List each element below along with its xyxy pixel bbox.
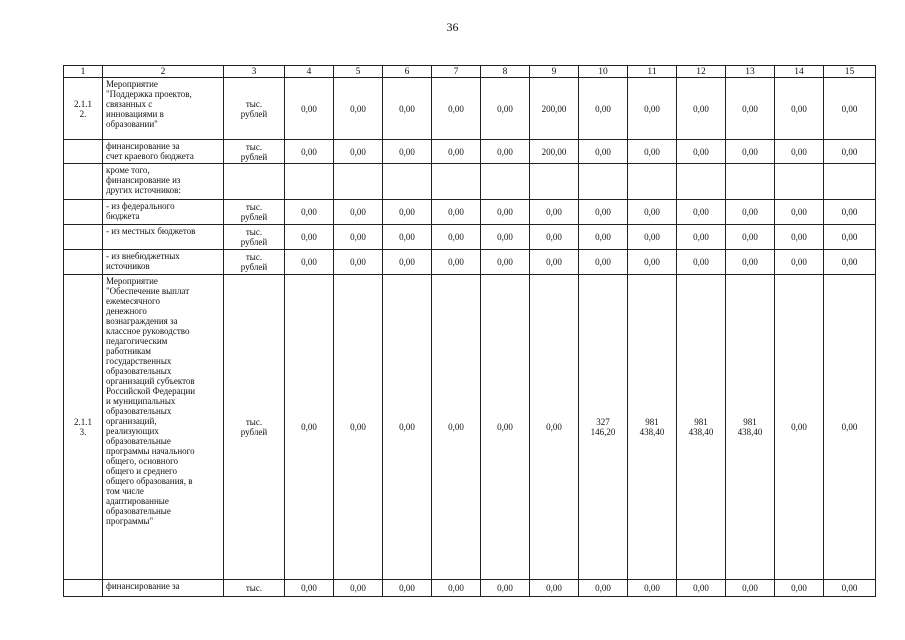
value-cell-line: 0,00 <box>595 146 611 157</box>
value-cell <box>628 275 677 580</box>
value-cell-line: 0,00 <box>742 146 758 157</box>
item-code-cell-line: 2.1.1 <box>74 417 92 427</box>
value-cell <box>677 140 726 164</box>
description-cell-line: педагогическим <box>106 336 168 346</box>
value-cell <box>824 275 876 580</box>
description-cell-line: реализующих <box>106 426 159 436</box>
value-cell <box>677 275 726 580</box>
description-cell-line: государственных <box>106 356 172 366</box>
value-cell-line: 0,00 <box>595 232 611 242</box>
item-code-cell <box>64 225 103 250</box>
unit-cell-line: тыс. <box>245 202 263 212</box>
value-cell <box>677 78 726 140</box>
value-cell <box>481 225 530 250</box>
value-cell-line: 0,00 <box>841 257 858 267</box>
item-code-cell <box>64 164 103 200</box>
description-cell <box>103 140 224 164</box>
column-header-2: 2 <box>103 66 224 78</box>
value-cell-line: 146,20 <box>590 427 616 437</box>
value-cell <box>383 580 432 597</box>
value-cell-line: 0,00 <box>546 422 562 432</box>
value-cell <box>530 225 579 250</box>
description-cell-line: связанных с <box>106 99 153 109</box>
item-code-cell <box>64 275 103 580</box>
value-cell <box>775 275 824 580</box>
value-cell-line: 438,40 <box>639 427 665 437</box>
value-cell <box>775 250 824 275</box>
value-cell <box>334 78 383 140</box>
value-cell <box>285 164 334 200</box>
value-cell-line: 0,00 <box>791 422 807 432</box>
value-cell-line: 0,00 <box>742 257 758 267</box>
value-cell-line: 981 <box>645 417 659 427</box>
value-cell <box>334 140 383 164</box>
value-cell-line: 0,00 <box>693 232 709 242</box>
value-cell-line: 0,00 <box>644 257 660 267</box>
value-cell <box>530 78 579 140</box>
value-cell-line: 981 <box>694 417 708 427</box>
value-cell-line: 0,00 <box>497 207 513 217</box>
value-cell-line: 0,00 <box>399 103 415 114</box>
value-cell-line: 0,00 <box>350 232 366 242</box>
item-code-cell <box>64 78 103 140</box>
value-cell-line: 0,00 <box>399 583 415 593</box>
description-cell-line: источников <box>106 261 150 271</box>
value-cell <box>775 200 824 225</box>
value-cell <box>628 140 677 164</box>
value-cell-line: 0,00 <box>350 583 366 593</box>
value-cell <box>726 580 775 597</box>
value-cell-line: 0,00 <box>497 232 513 242</box>
description-cell-line: том числе <box>106 486 144 496</box>
column-header-4: 4 <box>285 66 334 78</box>
column-header-8: 8 <box>481 66 530 78</box>
unit-cell-line: рублей <box>240 212 268 222</box>
value-cell <box>481 164 530 200</box>
value-cell <box>677 250 726 275</box>
value-cell-line: 0,00 <box>742 232 758 242</box>
description-cell-line: бюджета <box>106 211 140 221</box>
value-cell <box>726 140 775 164</box>
description-cell-line: инновациями в <box>106 109 164 119</box>
value-cell-line: 0,00 <box>399 232 415 242</box>
value-cell <box>775 225 824 250</box>
budget-table <box>63 65 876 597</box>
column-header-9: 9 <box>530 66 579 78</box>
description-cell-line: образовательных <box>106 406 172 416</box>
description-cell-line: финансирование из <box>106 175 181 185</box>
value-cell-line: 0,00 <box>350 103 366 114</box>
value-cell <box>334 250 383 275</box>
value-cell <box>726 275 775 580</box>
value-cell-line: 981 <box>743 417 757 427</box>
value-cell-line: 0,00 <box>644 103 660 114</box>
header-row <box>64 66 876 78</box>
value-cell <box>285 275 334 580</box>
value-cell <box>481 250 530 275</box>
value-cell <box>481 140 530 164</box>
unit-cell-line: рублей <box>240 427 268 437</box>
value-cell <box>334 275 383 580</box>
value-cell <box>628 250 677 275</box>
column-header-5: 5 <box>334 66 383 78</box>
value-cell <box>432 78 481 140</box>
description-cell-line: кроме того, <box>106 165 150 175</box>
value-cell-line: 0,00 <box>448 232 464 242</box>
description-cell-line: "Поддержка проектов, <box>106 89 192 99</box>
value-cell-line: 0,00 <box>399 207 415 217</box>
value-cell <box>677 225 726 250</box>
description-cell-line: программы начального <box>106 446 195 456</box>
value-cell-line: 200,00 <box>541 146 567 157</box>
value-cell-line: 0,00 <box>841 207 858 217</box>
unit-cell-line: рублей <box>240 151 268 162</box>
value-cell-line: 0,00 <box>301 257 317 267</box>
value-cell-line: 0,00 <box>791 583 807 593</box>
table-row <box>64 78 876 140</box>
value-cell-line: 0,00 <box>644 232 660 242</box>
value-cell <box>579 78 628 140</box>
unit-cell <box>224 250 285 275</box>
description-cell-line: других источников: <box>106 185 181 195</box>
value-cell <box>628 580 677 597</box>
value-cell <box>383 140 432 164</box>
item-code-cell <box>64 140 103 164</box>
value-cell-line: 0,00 <box>644 583 660 593</box>
value-cell <box>432 580 481 597</box>
description-cell-line: образовательные <box>106 436 171 446</box>
value-cell-line: 0,00 <box>546 583 562 593</box>
description-cell-line: ежемесячного <box>106 296 160 306</box>
unit-cell <box>224 78 285 140</box>
value-cell <box>824 200 876 225</box>
value-cell-line: 0,00 <box>693 257 709 267</box>
value-cell-line: 438,40 <box>737 427 763 437</box>
value-cell-line: 0,00 <box>693 146 709 157</box>
value-cell-line: 0,00 <box>742 103 758 114</box>
description-cell-line: программы" <box>106 516 154 526</box>
value-cell <box>334 164 383 200</box>
value-cell <box>824 78 876 140</box>
value-cell <box>579 580 628 597</box>
value-cell <box>775 580 824 597</box>
value-cell-line: 0,00 <box>399 257 415 267</box>
description-cell-line: Российской Федерации <box>106 386 196 396</box>
value-cell <box>579 225 628 250</box>
column-header-6: 6 <box>383 66 432 78</box>
item-code-cell <box>64 580 103 597</box>
description-cell <box>103 580 224 597</box>
value-cell-line: 0,00 <box>448 146 464 157</box>
value-cell <box>628 225 677 250</box>
unit-cell-line: тыс. <box>245 583 263 593</box>
value-cell-line: 0,00 <box>448 583 464 593</box>
item-code-cell <box>64 250 103 275</box>
description-cell-line: организаций субъектов <box>106 376 195 386</box>
value-cell-line: 0,00 <box>399 146 415 157</box>
value-cell <box>383 275 432 580</box>
value-cell-line: 0,00 <box>448 422 464 432</box>
value-cell-line: 0,00 <box>841 422 858 432</box>
value-cell-line: 0,00 <box>497 257 513 267</box>
value-cell <box>628 78 677 140</box>
item-code-cell-line: 2. <box>79 108 87 119</box>
description-cell-line: работникам <box>106 346 151 356</box>
unit-cell-line: тыс. <box>245 417 263 427</box>
value-cell-line: 0,00 <box>841 232 858 242</box>
value-cell <box>383 164 432 200</box>
value-cell <box>726 78 775 140</box>
value-cell <box>530 580 579 597</box>
value-cell <box>775 78 824 140</box>
value-cell <box>285 580 334 597</box>
value-cell-line: 0,00 <box>301 146 317 157</box>
value-cell <box>579 250 628 275</box>
description-cell-line: классное руководство <box>106 326 190 336</box>
value-cell <box>824 164 876 200</box>
value-cell <box>775 140 824 164</box>
value-cell <box>383 78 432 140</box>
value-cell-line: 0,00 <box>448 207 464 217</box>
unit-cell-line: тыс. <box>245 141 263 152</box>
value-cell <box>824 140 876 164</box>
value-cell-line: 0,00 <box>301 207 317 217</box>
value-cell <box>726 164 775 200</box>
value-cell <box>530 275 579 580</box>
value-cell <box>383 200 432 225</box>
table-row <box>64 580 876 597</box>
item-code-cell-line: 2.1.1 <box>74 98 92 109</box>
value-cell <box>432 275 481 580</box>
value-cell-line: 0,00 <box>841 583 858 593</box>
description-cell-line: финансирование за <box>106 581 180 591</box>
column-header-13: 13 <box>726 66 775 78</box>
value-cell-line: 0,00 <box>791 232 807 242</box>
description-cell <box>103 78 224 140</box>
value-cell-line: 0,00 <box>497 583 513 593</box>
column-header-7: 7 <box>432 66 481 78</box>
value-cell-line: 0,00 <box>301 583 317 593</box>
description-cell <box>103 275 224 580</box>
unit-cell-line: рублей <box>240 108 268 119</box>
description-cell-line: общего, основного <box>106 456 179 466</box>
unit-cell-line: тыс. <box>245 98 263 109</box>
description-cell-line: - из внебюджетных <box>106 251 180 261</box>
value-cell-line: 0,00 <box>350 422 366 432</box>
value-cell-line: 0,00 <box>350 257 366 267</box>
value-cell-line: 0,00 <box>644 207 660 217</box>
value-cell-line: 438,40 <box>688 427 714 437</box>
unit-cell <box>224 200 285 225</box>
value-cell <box>530 140 579 164</box>
unit-cell-line: тыс. <box>245 227 263 237</box>
value-cell <box>481 275 530 580</box>
value-cell <box>334 225 383 250</box>
value-cell <box>285 200 334 225</box>
value-cell-line: 0,00 <box>448 103 464 114</box>
description-cell-line: Мероприятие <box>106 79 158 89</box>
column-header-15: 15 <box>824 66 876 78</box>
value-cell-line: 0,00 <box>595 103 611 114</box>
item-code-cell <box>64 200 103 225</box>
unit-cell-line: рублей <box>240 262 268 272</box>
value-cell-line: 0,00 <box>841 103 858 114</box>
description-cell-line: общего образования, в <box>106 476 193 486</box>
description-cell <box>103 225 224 250</box>
value-cell-line: 0,00 <box>595 207 611 217</box>
value-cell <box>579 164 628 200</box>
table-row <box>64 275 876 580</box>
description-cell <box>103 164 224 200</box>
description-cell <box>103 200 224 225</box>
value-cell <box>481 78 530 140</box>
value-cell-line: 0,00 <box>301 103 317 114</box>
value-cell-line: 0,00 <box>301 232 317 242</box>
value-cell <box>432 200 481 225</box>
description-cell-line: счет краевого бюджета <box>106 151 194 161</box>
value-cell-line: 327 <box>596 417 610 427</box>
value-cell-line: 0,00 <box>742 583 758 593</box>
description-cell-line: образовательных <box>106 366 172 376</box>
column-header-10: 10 <box>579 66 628 78</box>
value-cell <box>726 200 775 225</box>
value-cell <box>383 250 432 275</box>
value-cell-line: 0,00 <box>399 422 415 432</box>
value-cell <box>579 200 628 225</box>
description-cell-line: денежного <box>106 306 147 316</box>
value-cell-line: 0,00 <box>595 257 611 267</box>
value-cell-line: 0,00 <box>546 207 562 217</box>
value-cell-line: 200,00 <box>541 103 567 114</box>
table-row <box>64 250 876 275</box>
description-cell-line: организаций, <box>106 416 157 426</box>
value-cell <box>432 225 481 250</box>
description-cell <box>103 250 224 275</box>
value-cell-line: 0,00 <box>546 257 562 267</box>
value-cell <box>628 164 677 200</box>
value-cell <box>824 225 876 250</box>
value-cell <box>530 200 579 225</box>
value-cell <box>677 580 726 597</box>
value-cell-line: 0,00 <box>742 207 758 217</box>
value-cell <box>775 164 824 200</box>
description-cell-line: Мероприятие <box>106 276 158 286</box>
table-row <box>64 164 876 200</box>
description-cell-line: и муниципальных <box>106 396 176 406</box>
column-header-14: 14 <box>775 66 824 78</box>
description-cell-line: образовании" <box>106 119 158 129</box>
table-row <box>64 140 876 164</box>
value-cell-line: 0,00 <box>693 207 709 217</box>
value-cell <box>285 250 334 275</box>
value-cell <box>579 275 628 580</box>
value-cell-line: 0,00 <box>693 103 709 114</box>
description-cell-line: адаптированные <box>106 496 169 506</box>
unit-cell-line: тыс. <box>245 252 263 262</box>
value-cell <box>677 164 726 200</box>
value-cell-line: 0,00 <box>791 103 807 114</box>
value-cell-line: 0,00 <box>497 146 513 157</box>
value-cell <box>726 250 775 275</box>
value-cell <box>824 580 876 597</box>
description-cell-line: - из местных бюджетов <box>106 226 196 236</box>
column-header-12: 12 <box>677 66 726 78</box>
unit-cell <box>224 225 285 250</box>
value-cell <box>432 164 481 200</box>
value-cell <box>285 78 334 140</box>
column-header-11: 11 <box>628 66 677 78</box>
value-cell <box>432 140 481 164</box>
description-cell-line: вознаграждения за <box>106 316 178 326</box>
column-header-1: 1 <box>64 66 103 78</box>
page-number: 36 <box>446 20 459 34</box>
description-cell-line: образовательные <box>106 506 171 516</box>
value-cell <box>579 140 628 164</box>
value-cell <box>481 580 530 597</box>
value-cell <box>334 200 383 225</box>
value-cell-line: 0,00 <box>595 583 611 593</box>
column-header-3: 3 <box>224 66 285 78</box>
value-cell-line: 0,00 <box>301 422 317 432</box>
description-cell-line: финансирование за <box>106 141 180 151</box>
value-cell-line: 0,00 <box>644 146 660 157</box>
value-cell-line: 0,00 <box>791 146 807 157</box>
value-cell-line: 0,00 <box>350 207 366 217</box>
value-cell <box>285 140 334 164</box>
value-cell-line: 0,00 <box>841 146 858 157</box>
value-cell <box>481 200 530 225</box>
value-cell <box>530 164 579 200</box>
value-cell <box>677 200 726 225</box>
table-row <box>64 225 876 250</box>
value-cell-line: 0,00 <box>497 103 513 114</box>
table-row <box>64 200 876 225</box>
value-cell-line: 0,00 <box>693 583 709 593</box>
description-cell-line: - из федерального <box>106 201 175 211</box>
value-cell-line: 0,00 <box>791 207 807 217</box>
value-cell-line: 0,00 <box>546 232 562 242</box>
item-code-cell-line: 3. <box>79 427 87 437</box>
value-cell <box>628 200 677 225</box>
unit-cell <box>224 275 285 580</box>
value-cell <box>285 225 334 250</box>
description-cell-line: "Обеспечение выплат <box>106 286 190 296</box>
unit-cell <box>224 580 285 597</box>
value-cell <box>824 250 876 275</box>
unit-cell <box>224 164 285 200</box>
value-cell-line: 0,00 <box>497 422 513 432</box>
value-cell <box>726 225 775 250</box>
value-cell-line: 0,00 <box>350 146 366 157</box>
unit-cell <box>224 140 285 164</box>
value-cell-line: 0,00 <box>448 257 464 267</box>
value-cell <box>432 250 481 275</box>
description-cell-line: общего и среднего <box>106 466 178 476</box>
value-cell <box>334 580 383 597</box>
value-cell-line: 0,00 <box>791 257 807 267</box>
unit-cell-line: рублей <box>240 237 268 247</box>
value-cell <box>383 225 432 250</box>
value-cell <box>530 250 579 275</box>
